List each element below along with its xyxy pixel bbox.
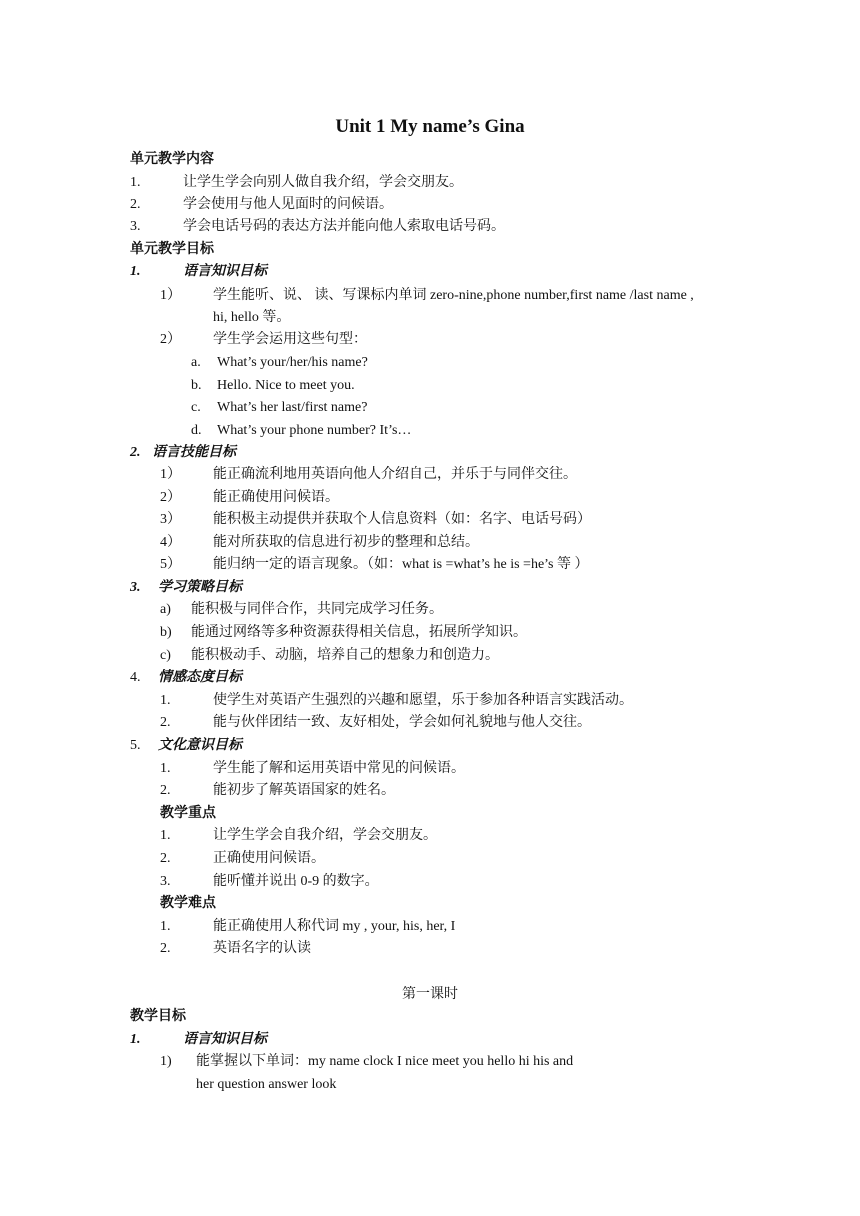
sub-item-num: 2） xyxy=(160,490,181,505)
sub-item-num: 1. xyxy=(160,919,171,934)
section-heading-unit-goals: 单元教学目标 xyxy=(130,242,214,257)
goal-heading-language-knowledge: 语言知识目标 xyxy=(183,264,267,279)
list-item-num: 3. xyxy=(130,219,141,234)
sub-item: 能通过网络等多种资源获得相关信息，拓展所学知识。 xyxy=(191,625,527,640)
goal-heading-language-knowledge: 语言知识目标 xyxy=(183,1032,267,1047)
sub-item: 学生学会运用这些句型： xyxy=(213,332,367,347)
sentence-pattern: What’s your phone number? It’s… xyxy=(217,423,412,438)
sentence-pattern: What’s her last/first name? xyxy=(217,400,368,415)
sub-item-num: 5） xyxy=(160,557,181,572)
sub-item-num: 2. xyxy=(160,851,171,866)
goal-num: 2. xyxy=(130,445,141,460)
sub-item: 能初步了解英语国家的姓名。 xyxy=(213,783,395,798)
goal-num: 1. xyxy=(130,1032,141,1047)
sub-item: 学生能了解和运用英语中常见的问候语。 xyxy=(213,761,465,776)
sub-item-num: 1. xyxy=(160,828,171,843)
sub-item: 能正确流利地用英语向他人介绍自己，并乐于与同伴交往。 xyxy=(213,467,577,482)
sub-item-num: b) xyxy=(160,625,172,640)
sub-item-continuation: hi, hello 等。 xyxy=(213,310,291,325)
sub-item-num: 2. xyxy=(160,783,171,798)
sub-item: 使学生对英语产生强烈的兴趣和愿望，乐于参加各种语言实践活动。 xyxy=(213,693,633,708)
sub-item-num: a) xyxy=(160,602,171,617)
sub-item-num: 1） xyxy=(160,467,181,482)
sub-item: 能积极与同伴合作，共同完成学习任务。 xyxy=(191,602,443,617)
goal-heading-language-skills: 语言技能目标 xyxy=(152,445,236,460)
sub-item-num: 1. xyxy=(160,761,171,776)
goal-heading-cultural-awareness: 文化意识目标 xyxy=(158,738,242,753)
sub-item-num: 1) xyxy=(160,1054,172,1069)
sub-item-num: c) xyxy=(160,648,171,663)
section-heading-objectives: 教学目标 xyxy=(130,1009,186,1024)
sub-item-num: 4） xyxy=(160,535,181,550)
sub-item: 能与伙伴团结一致、友好相处，学会如何礼貌地与他人交往。 xyxy=(213,715,591,730)
document-title: Unit 1 My name’s Gina xyxy=(335,116,525,137)
sub-item-num: 1） xyxy=(160,288,181,303)
section-heading-teaching-difficulty: 教学难点 xyxy=(160,896,216,911)
sub-item: 能积极动手、动脑，培养自己的想象力和创造力。 xyxy=(191,648,499,663)
sentence-num: d. xyxy=(191,423,202,438)
sentence-num: a. xyxy=(191,355,201,370)
vocabulary-line: 能掌握以下单词：my name clock I nice meet you hello hi his and xyxy=(196,1054,574,1069)
goal-heading-learning-strategy: 学习策略目标 xyxy=(158,580,242,595)
sub-item: 能正确使用问候语。 xyxy=(213,490,339,505)
list-item: 让学生学会向别人做自我介绍，学会交朋友。 xyxy=(183,175,463,190)
list-item: 学会电话号码的表达方法并能向他人索取电话号码。 xyxy=(183,219,505,234)
sub-item: 让学生学会自我介绍，学会交朋友。 xyxy=(213,828,437,843)
sentence-num: c. xyxy=(191,400,201,415)
goal-num: 3. xyxy=(130,580,141,595)
sub-item: 能正确使用人称代词 my , your, his, her, I xyxy=(213,919,456,934)
sub-item-num: 2. xyxy=(160,941,171,956)
goal-num: 1. xyxy=(130,264,141,279)
sub-item-num: 3） xyxy=(160,512,181,527)
goal-num: 4. xyxy=(130,670,141,685)
sub-item-num: 2. xyxy=(160,715,171,730)
sub-item: 能对所获取的信息进行初步的整理和总结。 xyxy=(213,535,479,550)
list-item: 学会使用与他人见面时的问候语。 xyxy=(183,197,393,212)
sub-item: 学生能听、说、 读、写课标内单词 zero-nine,phone number,first name /last name , xyxy=(213,288,694,303)
list-item-num: 1. xyxy=(130,175,141,190)
sentence-pattern: Hello. Nice to meet you. xyxy=(217,378,355,393)
section-heading-teaching-focus: 教学重点 xyxy=(160,806,216,821)
sub-item-num: 2） xyxy=(160,332,181,347)
section-heading-unit-content: 单元教学内容 xyxy=(130,152,214,167)
sub-item: 能听懂并说出 0-9 的数字。 xyxy=(213,874,379,889)
vocabulary-line: her question answer look xyxy=(196,1077,337,1092)
sub-item: 能积极主动提供并获取个人信息资料（如：名字、电话号码） xyxy=(213,512,591,527)
sub-item-num: 1. xyxy=(160,693,171,708)
sentence-pattern: What’s your/her/his name? xyxy=(217,355,368,370)
sub-item: 英语名字的认读 xyxy=(213,941,311,956)
goal-heading-emotion-attitude: 情感态度目标 xyxy=(158,670,242,685)
sub-item: 正确使用问候语。 xyxy=(213,851,325,866)
sub-item-num: 3. xyxy=(160,874,171,889)
list-item-num: 2. xyxy=(130,197,141,212)
sub-item: 能归纳一定的语言现象。（如：what is =what’s he is =he’s 等 ） xyxy=(213,557,589,572)
lesson-heading: 第一课时 xyxy=(402,987,458,1002)
sentence-num: b. xyxy=(191,378,202,393)
goal-num: 5. xyxy=(130,738,141,753)
